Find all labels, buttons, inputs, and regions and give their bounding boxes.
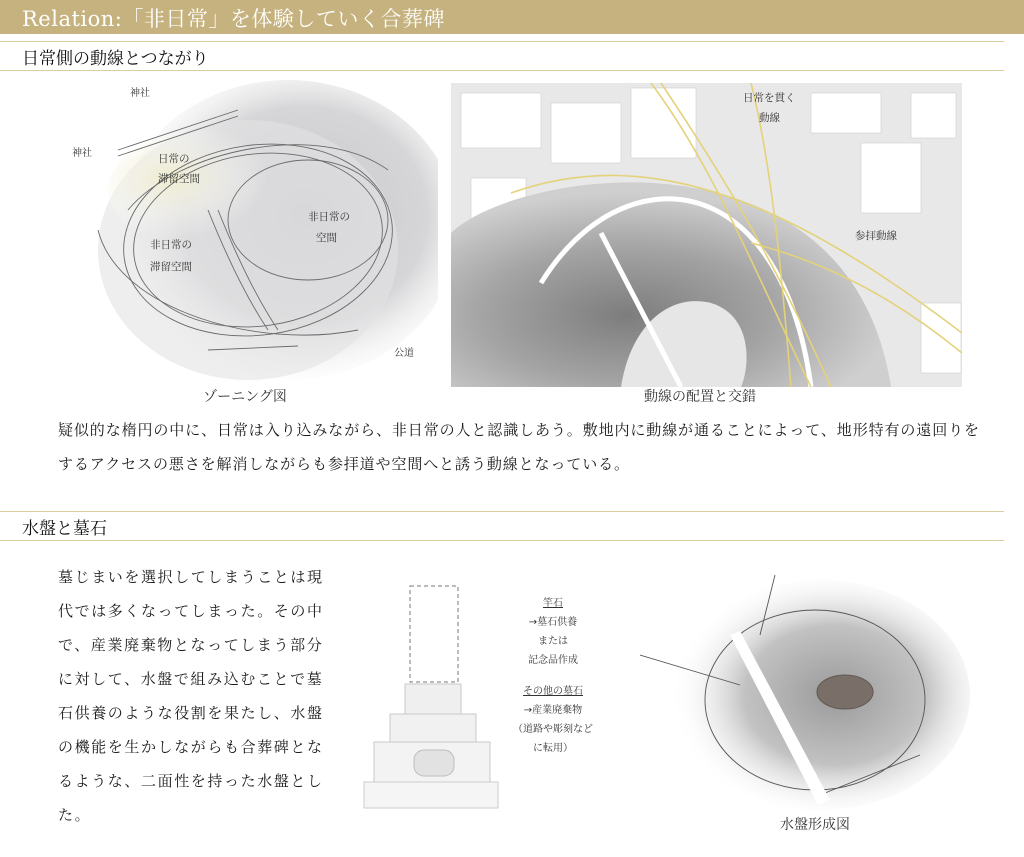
section-title: 日常側の動線とつながり — [22, 49, 209, 69]
label-worship: 参拝動線 — [855, 230, 897, 242]
label-road: 公道 — [394, 348, 414, 359]
label-through-1: 日常を貫く — [743, 92, 796, 104]
flow-diagram-svg — [451, 83, 962, 387]
gravestone-svg — [360, 580, 500, 820]
label-nondaily-space-2: 空間 — [316, 232, 337, 244]
note-other-title: その他の墓石 — [523, 686, 583, 697]
label-nondaily-stay-2: 滞留空間 — [150, 261, 192, 273]
flow-caption: 動線の配置と交錯 — [644, 389, 756, 405]
zoning-diagram — [58, 80, 438, 380]
section-title: 水盤と墓石 — [22, 519, 107, 539]
title-band — [0, 0, 1024, 34]
flow-diagram — [451, 83, 962, 387]
note-other-line2: （道路や彫刻など — [513, 724, 593, 735]
gravestone-illustration — [360, 580, 500, 820]
label-nondaily-space-1: 非日常の — [308, 211, 350, 223]
label-daily-stay-1: 日常の — [158, 153, 190, 165]
note-top-line3: 記念品作成 — [528, 655, 578, 666]
basin-caption: 水盤形成図 — [780, 817, 850, 833]
label-nondaily-stay-1: 非日常の — [150, 239, 192, 251]
label-through-2: 動線 — [759, 112, 780, 124]
label-shrine-left: 神社 — [72, 148, 92, 159]
page-title: Relation:「非日常」を体験していく合葬碑 — [22, 7, 445, 31]
note-top-line2: または — [538, 636, 568, 647]
note-top-line1: →墓石供養 — [528, 617, 578, 628]
section-heading-daily — [0, 41, 1004, 71]
basin-svg — [640, 575, 970, 810]
zoning-diagram-svg — [58, 80, 438, 380]
section2-paragraph: 墓じまいを選択してしまうことは現代では多くなってしまった。その中で、産業廃棄物となってしまう部分に対して、水盤で組み込むことで墓石供養のような役割を果たし、水盤の機能を生かしながらも合葬碑となるような、二面性を持った水盤とした。 — [58, 568, 324, 824]
note-other-line1: →産業廃棄物 — [523, 705, 583, 716]
stone-notes — [498, 594, 608, 758]
zoning-caption: ゾーニング図 — [203, 389, 287, 405]
label-daily-stay-2: 滞留空間 — [158, 173, 200, 185]
section1-paragraph: 疑似的な楕円の中に、日常は入り込みながら、非日常の人と認識しあう。敷地内に動線が通ることによって、地形特有の遠回りをするアクセスの悪さを解消しながらも参拝道や空間へと誘う動線となっている。 — [58, 421, 980, 473]
section-heading-basin — [0, 511, 1004, 541]
note-top-title: 竿石 — [543, 598, 563, 609]
label-shrine-top: 神社 — [130, 88, 150, 99]
basin-diagram — [640, 575, 970, 810]
note-other-line3: に転用） — [533, 743, 573, 754]
